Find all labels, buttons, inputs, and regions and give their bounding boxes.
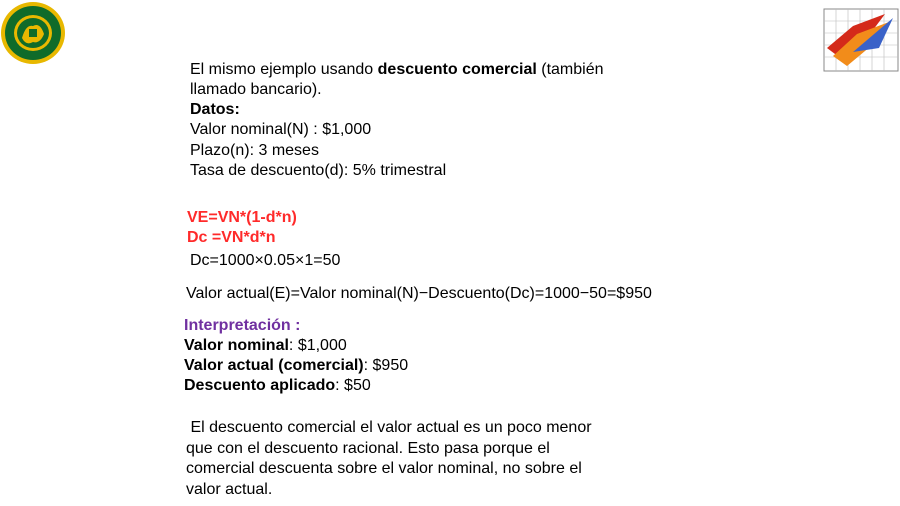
intro-line-1 (190, 60, 604, 80)
row-value: : $950 (363, 357, 409, 374)
formula-dc: Dc =VN*d*n (187, 229, 276, 246)
intro-line-2: llamado bancario). (190, 81, 322, 98)
interpretacion-heading: Interpretación : (184, 317, 301, 334)
conclusion-line-2: que con el descuento racional. Esto pasa porque el (186, 440, 550, 457)
formula-ve: VE=VN*(1-d*n) (187, 209, 297, 226)
formula-calc: Dc=1000×0.05×1=50 (190, 252, 341, 269)
intro-text-post: (también (536, 61, 604, 78)
row-value: : $1,000 (288, 337, 347, 354)
arrow-grid-logo-icon (823, 8, 899, 72)
datos-heading: Datos: (190, 101, 240, 118)
intro-text-pre: El mismo ejemplo usando (190, 61, 378, 78)
conclusion-line-4: valor actual. (186, 481, 273, 498)
row-label: Valor nominal (184, 337, 289, 354)
interpretacion-row-valor-nominal (184, 336, 347, 356)
row-label: Valor actual (comercial) (184, 357, 364, 374)
conclusion-line-1: El descuento comercial el valor actual es un poco menor (186, 419, 592, 436)
university-seal-icon (0, 0, 68, 66)
row-label: Descuento aplicado (184, 377, 336, 394)
interpretacion-row-descuento (184, 376, 371, 396)
intro-text-bold: descuento comercial (377, 61, 537, 78)
conclusion-line-3: comercial descuenta sobre el valor nominal, no sobre el (186, 460, 582, 477)
datos-item-valor-nominal: Valor nominal(N) : $1,000 (190, 121, 372, 138)
row-value: : $50 (335, 377, 371, 394)
valor-actual-equation: Valor actual(E)=Valor nominal(N)−Descuento(Dc)=1000−50=$950 (186, 285, 652, 302)
interpretacion-row-valor-actual (184, 356, 408, 376)
datos-item-plazo: Plazo(n): 3 meses (190, 142, 319, 159)
datos-item-tasa: Tasa de descuento(d): 5% trimestral (190, 162, 447, 179)
